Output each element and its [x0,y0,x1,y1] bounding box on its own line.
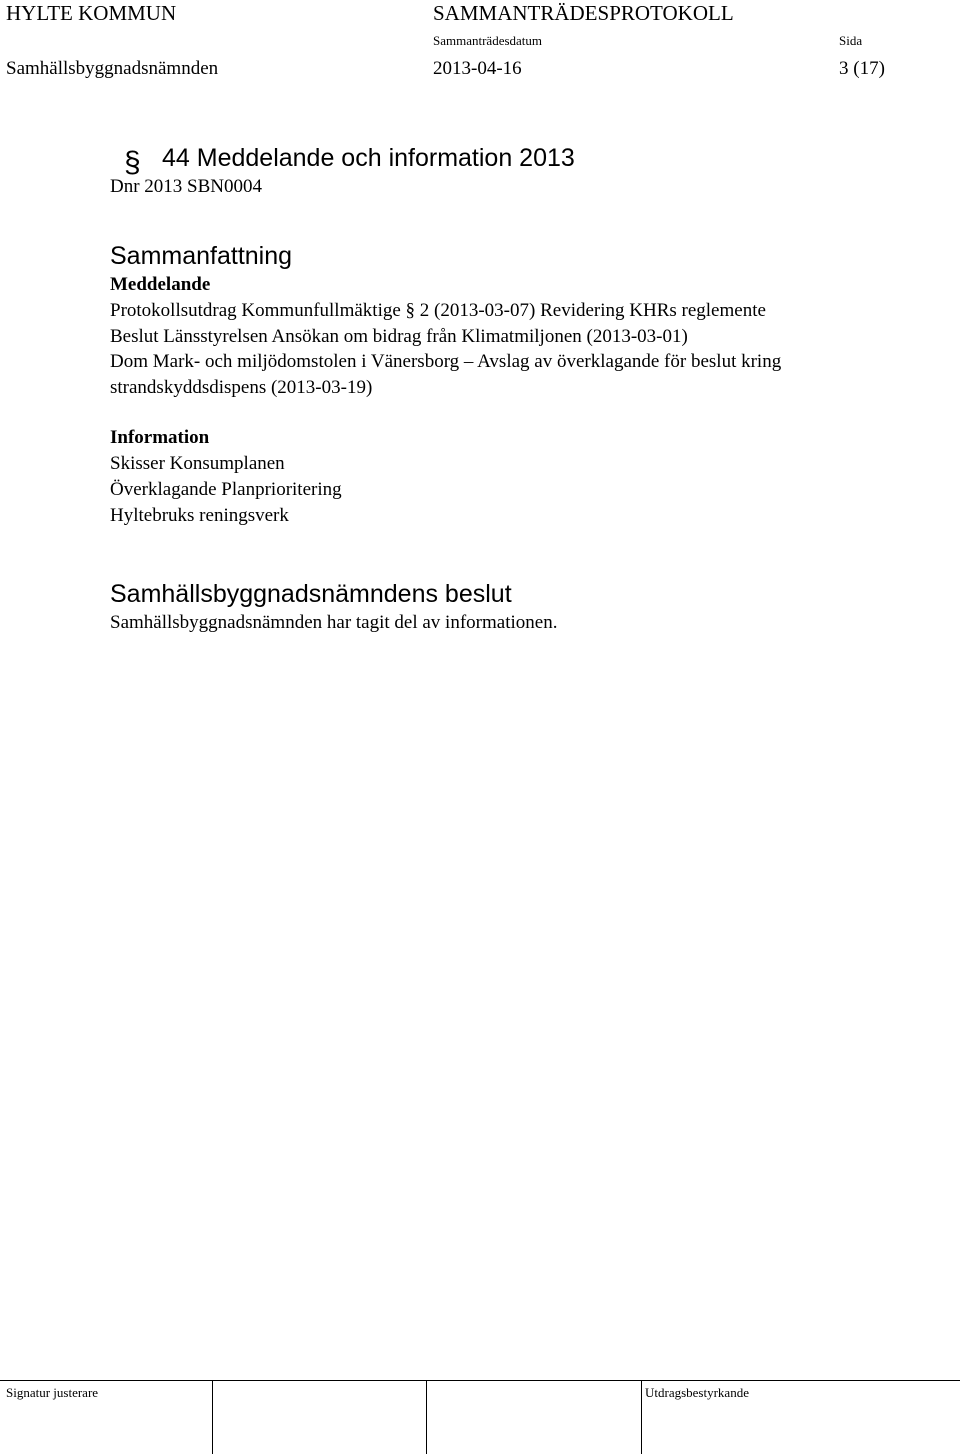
paragraph-icon: § [124,146,141,179]
footer-top-rule [0,1380,960,1381]
signature-label: Signatur justerare [6,1385,99,1400]
organization-name: HYLTE KOMMUN [6,1,177,25]
signature-footer [0,1380,960,1454]
meddelande-item: Protokollsutdrag Kommunfullmäktige § 2 (2013-03-07) Revidering KHRs reglemente [110,300,766,321]
meeting-date-label: Sammanträdesdatum [433,33,543,48]
meddelande-item: strandskyddsdispens (2013-03-19) [110,376,373,398]
document-type: SAMMANTRÄDESPROTOKOLL [433,1,734,25]
meddelande-item: Dom Mark- och miljödomstolen i Vänersborg – Avslag av överklagande för beslut kring [110,351,782,373]
footer-divider [212,1380,213,1454]
board-name: Samhällsbyggnadsnämnden [6,58,219,79]
page-number: 3 (17) [839,58,885,79]
information-item: Överklagande Planprioritering [110,478,342,500]
page-label: Sida [839,33,863,48]
decision-heading: Samhällsbyggnadsnämndens beslut [110,580,512,609]
meeting-date: 2013-04-16 [433,58,522,79]
section-title: 44 Meddelande och information 2013 [162,144,575,172]
extract-certification-label: Utdragsbestyrkande [645,1385,749,1400]
meddelande-heading: Meddelande [110,274,211,295]
diary-number: Dnr 2013 SBN0004 [110,176,263,197]
footer-divider [641,1380,642,1454]
document-body [110,240,950,636]
summary-heading: Sammanfattning [110,242,293,270]
footer-divider [426,1380,427,1454]
information-item: Skisser Konsumplanen [110,453,285,475]
decision-text: Samhällsbyggnadsnämnden har tagit del av informationen. [110,612,558,634]
information-item: Hyltebruks reningsverk [110,504,289,526]
information-heading: Information [110,427,210,449]
meddelande-item: Beslut Länsstyrelsen Ansökan om bidrag från Klimatmiljonen (2013-03-01) [110,325,688,347]
